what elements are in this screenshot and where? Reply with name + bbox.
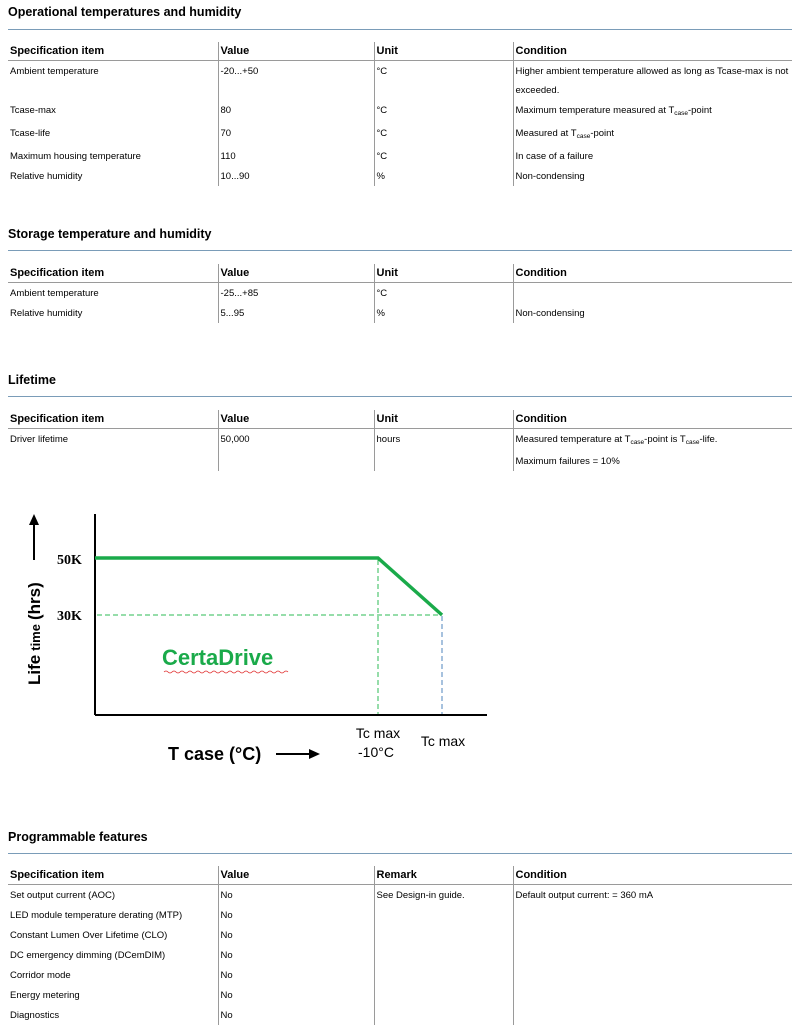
cell-unit: °C xyxy=(374,283,513,304)
subscript: case xyxy=(576,133,591,140)
table-row xyxy=(8,61,792,101)
cell-item: Relative humidity xyxy=(10,171,83,182)
condition-text: -point xyxy=(590,128,615,139)
section-title: Programmable features xyxy=(8,830,148,844)
condition-text: Measured temperature at T xyxy=(515,434,631,445)
table-row xyxy=(8,925,792,945)
cell-value: -20...+50 xyxy=(218,61,374,101)
cell-unit: % xyxy=(374,166,513,186)
cell-remark: See Design-in guide. xyxy=(374,885,513,906)
condition-line: exceeded. xyxy=(515,85,560,96)
cell-item: Set output current (AOC) xyxy=(10,890,116,901)
condition-text: Maximum temperature measured at T xyxy=(515,105,675,116)
operational-table xyxy=(8,42,792,186)
cell-condition xyxy=(513,905,792,925)
cell-condition: Default output current: = 360 mA xyxy=(513,885,792,906)
cell-remark xyxy=(374,965,513,985)
cell-remark xyxy=(374,985,513,1005)
x-axis-label: T case (°C) xyxy=(168,744,262,764)
condition-line: Higher ambient temperature allowed as long as Tcase-max is not xyxy=(515,66,789,77)
cell-value: No xyxy=(218,885,374,906)
table-row xyxy=(8,303,792,323)
header-unit: Unit xyxy=(374,264,513,283)
storage-section xyxy=(8,225,792,323)
table-row xyxy=(8,945,792,965)
cell-unit: °C xyxy=(374,123,513,146)
header-remark: Remark xyxy=(374,866,513,885)
spellcheck-underline xyxy=(164,671,288,673)
tick-label-50k: 50K xyxy=(57,553,82,568)
table-header-row xyxy=(8,410,792,429)
cell-item: Maximum housing temperature xyxy=(10,151,141,162)
y-axis-label-part: Life xyxy=(25,654,44,685)
cell-remark xyxy=(374,945,513,965)
cell-value: No xyxy=(218,1005,374,1025)
table-header-row xyxy=(8,42,792,61)
lifetime-section xyxy=(8,371,792,471)
cell-condition xyxy=(513,965,792,985)
cell-unit: °C xyxy=(374,146,513,166)
cell-remark xyxy=(374,925,513,945)
cell-value: No xyxy=(218,965,374,985)
section-title: Lifetime xyxy=(8,373,56,387)
cell-condition xyxy=(513,429,792,472)
operational-section xyxy=(8,3,792,186)
cell-value: No xyxy=(218,905,374,925)
section-divider xyxy=(8,250,792,264)
cell-condition xyxy=(513,985,792,1005)
header-value: Value xyxy=(218,42,374,61)
subscript: case xyxy=(630,439,645,446)
condition-line xyxy=(516,430,791,452)
cell-unit: °C xyxy=(374,100,513,123)
cell-condition xyxy=(513,945,792,965)
cell-item: Ambient temperature xyxy=(10,66,99,77)
right-arrow-icon xyxy=(309,749,320,759)
condition-text: -point is T xyxy=(644,434,686,445)
cell-value: 5...95 xyxy=(218,303,374,323)
table-row xyxy=(8,283,792,304)
table-row xyxy=(8,905,792,925)
cell-value: -25...+85 xyxy=(218,283,374,304)
cell-value: 70 xyxy=(218,123,374,146)
table-row xyxy=(8,885,792,906)
header-item: Specification item xyxy=(8,42,218,61)
condition-line: Maximum failures = 10% xyxy=(515,456,620,467)
cell-unit: hours xyxy=(374,429,513,472)
tc-max-label: Tc max xyxy=(420,733,466,749)
table-header-row xyxy=(8,264,792,283)
cell-condition xyxy=(513,283,792,304)
subscript: case xyxy=(685,439,700,446)
cell-condition xyxy=(513,925,792,945)
cell-item: DC emergency dimming (DCemDIM) xyxy=(10,950,166,961)
cell-item: Ambient temperature xyxy=(10,288,99,299)
header-item: Specification item xyxy=(8,410,218,429)
subscript: case xyxy=(674,110,688,117)
header-condition: Condition xyxy=(513,410,792,429)
cell-item: Constant Lumen Over Lifetime (CLO) xyxy=(10,930,168,941)
lifetime-table xyxy=(8,410,792,471)
cell-item: Tcase-life xyxy=(10,128,51,139)
up-arrow-icon xyxy=(29,514,39,525)
cell-condition xyxy=(513,123,792,146)
y-axis-label xyxy=(25,582,44,685)
y-axis-label-part: (hrs) xyxy=(25,582,44,621)
condition-text: -point xyxy=(687,105,712,116)
cell-remark xyxy=(374,1005,513,1025)
cell-condition: In case of a failure xyxy=(513,146,792,166)
table-row xyxy=(8,965,792,985)
table-header-row xyxy=(8,866,792,885)
cell-item: Energy metering xyxy=(10,990,80,1001)
table-row xyxy=(8,1005,792,1025)
header-item: Specification item xyxy=(8,264,218,283)
condition-text: Measured at T xyxy=(515,128,577,139)
cell-item: Diagnostics xyxy=(10,1010,60,1021)
table-row xyxy=(8,100,792,123)
cell-remark xyxy=(374,905,513,925)
lifetime-curve xyxy=(95,558,442,615)
header-unit: Unit xyxy=(374,410,513,429)
storage-table xyxy=(8,264,792,323)
cell-condition: Non-condensing xyxy=(513,166,792,186)
table-row xyxy=(8,985,792,1005)
cell-unit: % xyxy=(374,303,513,323)
section-divider xyxy=(8,853,792,866)
tc-max-minus-label: Tc max xyxy=(355,725,401,741)
section-title: Operational temperatures and humidity xyxy=(8,5,242,19)
brand-label: CertaDrive xyxy=(162,645,274,670)
cell-item: Tcase-max xyxy=(10,105,56,116)
section-divider xyxy=(8,396,792,410)
cell-item: LED module temperature derating (MTP) xyxy=(10,910,183,921)
cell-condition xyxy=(513,100,792,123)
header-value: Value xyxy=(218,264,374,283)
cell-condition xyxy=(513,61,792,101)
cell-value: No xyxy=(218,945,374,965)
programmable-table xyxy=(8,866,792,1025)
tc-max-minus-label: -10°C xyxy=(358,744,394,760)
header-unit: Unit xyxy=(374,42,513,61)
cell-value: No xyxy=(218,985,374,1005)
cell-value: 80 xyxy=(218,100,374,123)
cell-item: Corridor mode xyxy=(10,970,71,981)
cell-condition: Non-condensing xyxy=(513,303,792,323)
section-title: Storage temperature and humidity xyxy=(8,227,212,241)
header-condition: Condition xyxy=(513,42,792,61)
table-row xyxy=(8,146,792,166)
header-item: Specification item xyxy=(8,866,218,885)
lifetime-diagram xyxy=(0,500,520,780)
section-divider xyxy=(8,29,792,42)
y-axis-label-part: time xyxy=(28,624,43,651)
cell-unit: °C xyxy=(374,61,513,101)
table-row xyxy=(8,429,792,472)
header-condition: Condition xyxy=(513,264,792,283)
cell-item: Relative humidity xyxy=(10,308,83,319)
header-value: Value xyxy=(218,410,374,429)
table-row xyxy=(8,123,792,146)
tick-label-30k: 30K xyxy=(57,609,82,624)
cell-item: Driver lifetime xyxy=(10,434,69,445)
cell-value: 10...90 xyxy=(218,166,374,186)
header-condition: Condition xyxy=(513,866,792,885)
cell-value: 110 xyxy=(218,146,374,166)
cell-condition xyxy=(513,1005,792,1025)
cell-value: 50,000 xyxy=(218,429,374,472)
header-value: Value xyxy=(218,866,374,885)
cell-value: No xyxy=(218,925,374,945)
programmable-section xyxy=(8,828,792,1025)
table-row xyxy=(8,166,792,186)
condition-text: -life. xyxy=(699,434,718,445)
